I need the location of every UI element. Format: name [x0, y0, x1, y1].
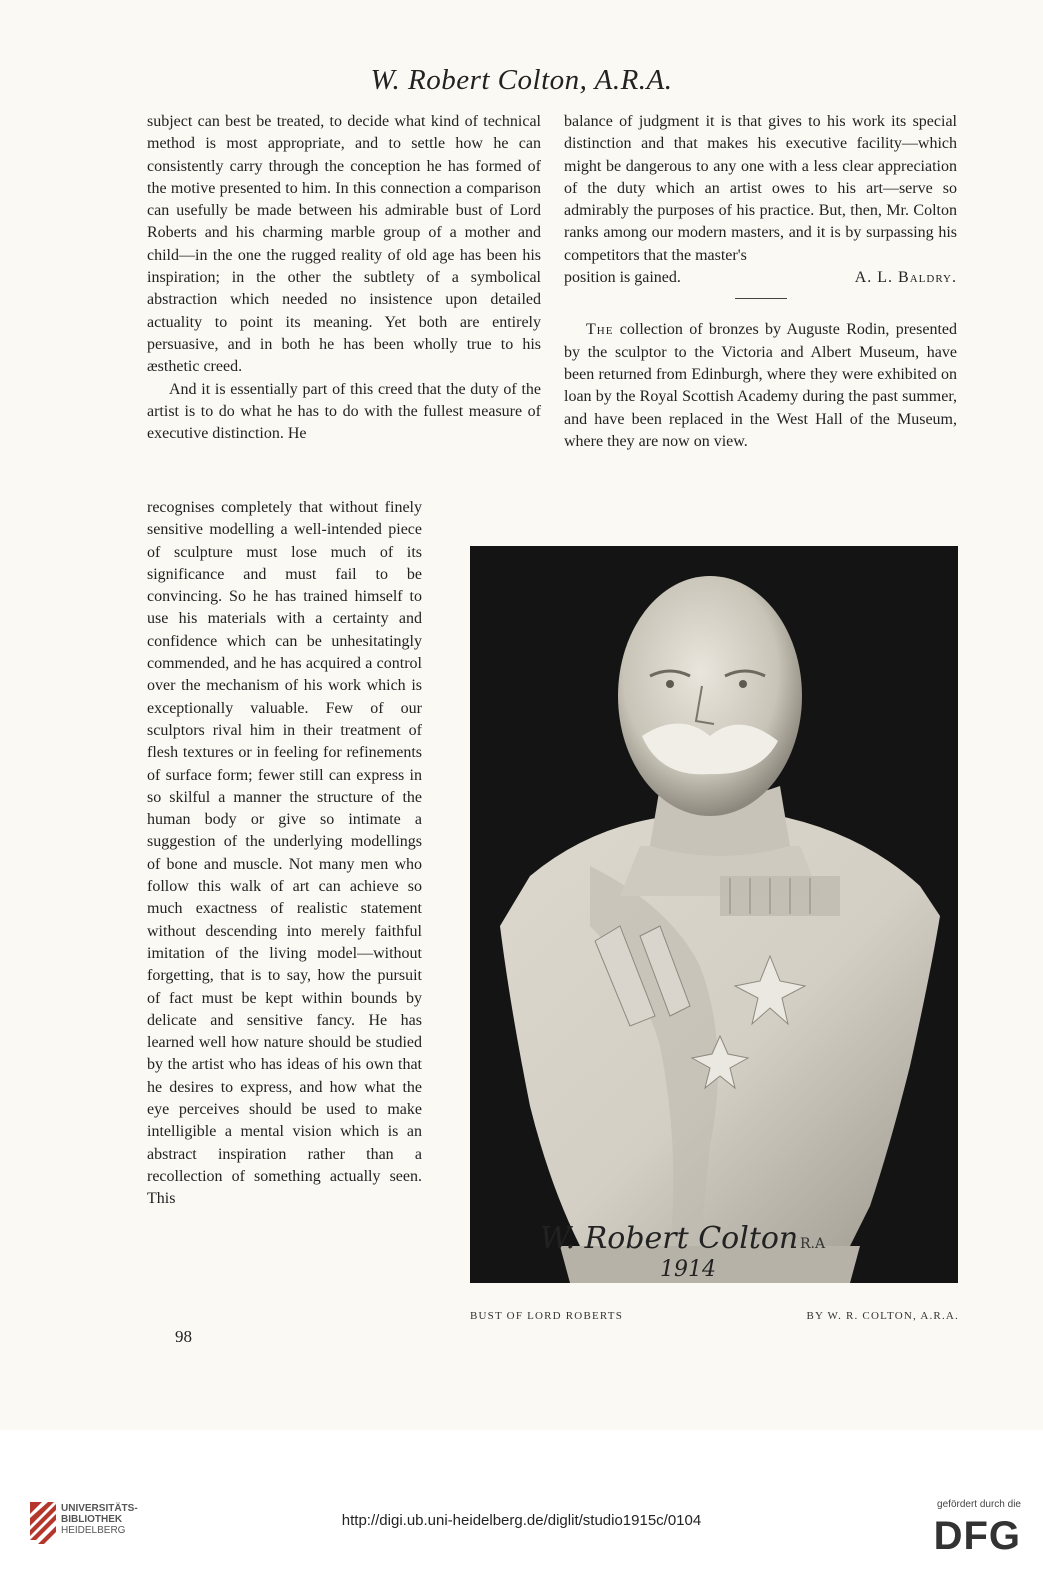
page-title: W. Robert Colton, A.R.A. — [370, 64, 673, 96]
figure-caption-credit: BY W. R. COLTON, A.R.A. — [806, 1310, 959, 1322]
signature-suffix: R.A — [800, 1236, 826, 1252]
bust-photograph — [470, 546, 958, 1283]
left-column-narrow — [147, 497, 422, 1211]
dfg-logo: DFG — [933, 1514, 1021, 1558]
paragraph: recognises completely that without finely sensitive modelling a well-intended piece of sculpture must lose much of its significance and must fail to be convincing. So he has trained himself to use his materials with a certainty and confidence which can be unhesitatingly commended, and he has acquired a control over the mechanism of his work which is exceptionally valuable. Few of our sculptors rival him in their treatment of flesh textures or in feeling for refinements of surface form; fewer still can express in so skilful a manner the structure of the human body or give so intimate a suggestion of the underlying modellings of bone and muscle. Not many men who follow this walk of art can achieve so much exactness of realistic statement without descending into merely faithful imitation of the living model—without forgetting, that is to say, how the pursuit of fact must be kept within bounds by delicate and sensitive fancy. He has learned well how nature should be studied by the artist who has ideas of his own that he desires to express, and how what the eye perceives should be used to make intelligible a mental vision which is an abstract inspiration rather than a recollection of something actually seen. This — [147, 499, 422, 1208]
source-url-link[interactable]: http://digi.ub.uni-heidelberg.de/diglit/studio1915c/0104 — [341, 1512, 702, 1529]
funding-note: gefördert durch die — [937, 1499, 1021, 1510]
paragraph: balance of judgment it is that gives to his work its special distinction and that makes his executive facility—which might be dangerous to any one with a less clear appreciation of the duty which an artist owes to his art—serve so admirably the purposes of his practice. But, then, Mr. Colton ranks among our modern masters, and it is by surpassing his competitors that the master's — [564, 113, 957, 264]
library-line: BIBLIOTHEK — [61, 1514, 123, 1525]
figure-caption-title: BUST OF LORD ROBERTS — [470, 1310, 624, 1322]
right-column — [564, 111, 957, 453]
paragraph: subject can best be treated, to decide what kind of technical method is most appropriate, and to settle how he can consistently carry through the conception he has formed of the motive presented to him. In this connection a comparison can usefully be made between his admirable bust of Lord Roberts and his charming marble group of a mother and child—in the one the rugged reality of old age has been his inspiration; in the other the subtlety of a symbolical abstraction which needed no insistence upon detailed actuality to point its meaning. Yet both are entirely persuasive, and in both he has been wholly true to his æsthetic creed. — [147, 113, 541, 376]
lead-word: The — [586, 321, 614, 339]
bust-illustration — [470, 546, 958, 1283]
left-column-top — [147, 111, 541, 445]
paragraph-body: collection of bronzes by Auguste Rodin, presented by the sculptor to the Victoria and Albert Museum, have been returned from Edinburgh, where they were exhibited on loan by the Royal Scottish Academy during the past summer, and have been replaced in the West Hall of the Museum, where they are now on view. — [564, 321, 957, 450]
signature-line — [564, 267, 957, 289]
section-divider — [735, 298, 787, 299]
paragraph — [564, 319, 957, 453]
author-signature: A. L. Baldry. — [854, 269, 957, 287]
signature-year: 1914 — [660, 1257, 716, 1282]
paragraph-end: position is gained. — [564, 269, 681, 287]
bust-head — [618, 576, 802, 816]
footer-bar — [0, 1430, 1043, 1576]
paragraph: And it is essentially part of this creed that the duty of the artist is to do what he has to do with the fullest measure of executive distinction. He — [147, 380, 541, 443]
library-line: HEIDELBERG — [61, 1525, 126, 1536]
page-number: 98 — [175, 1327, 192, 1346]
library-line: UNIVERSITÄTS- — [61, 1503, 138, 1514]
sculptor-signature: W. Robert Colton — [540, 1221, 799, 1256]
